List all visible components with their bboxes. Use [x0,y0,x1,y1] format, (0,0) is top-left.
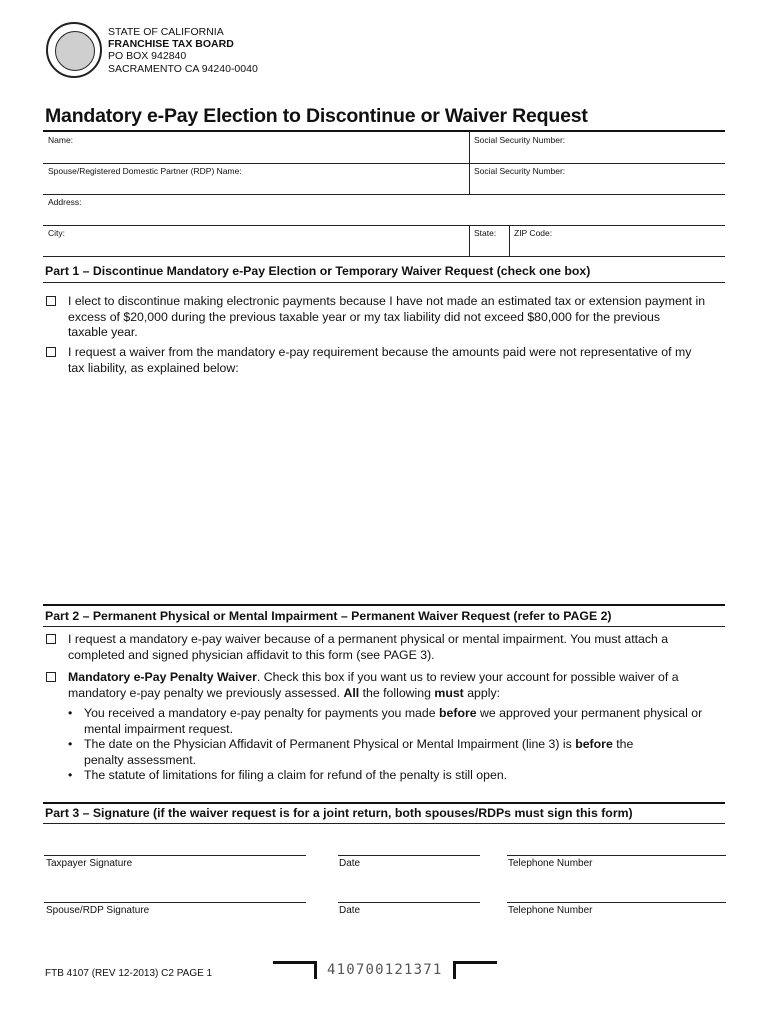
text-span: mandatory e-pay penalty we previously assessed. [68,685,344,700]
state-field[interactable] [470,226,508,256]
text-span: the following [359,685,435,700]
text-line: I request a waiver from the mandatory e-pay requirement because the amounts paid were not representative of my [68,345,692,359]
part2-penalty-waiver-text [68,670,679,701]
divider [43,823,725,824]
penalty-waiver-title: Mandatory e-Pay Penalty Waiver [68,670,257,684]
corner-mark-right [453,961,497,964]
agency-line-state: STATE OF CALIFORNIA [108,26,224,38]
text-span: You received a mandatory e-pay penalty for payments you made [84,706,439,720]
bullet-icon: • [68,706,73,720]
part2-impairment-checkbox[interactable] [46,634,56,644]
agency-line-name: FRANCHISE TAX BOARD [108,38,234,51]
part2-penalty-waiver-checkbox[interactable] [46,672,56,682]
text-span: . Check this box if you want us to review your account for possible waiver of a [256,670,679,684]
text-line: The statute of limitations for filing a claim for refund of the penalty is still open. [84,768,508,782]
phone1-label: Telephone Number [508,858,593,869]
section-rule [43,802,725,804]
date2-label: Date [339,905,361,916]
waiver-explanation-area[interactable] [68,380,724,600]
bullet-icon: • [68,737,73,751]
part2-heading [45,609,612,623]
taxpayer-signature-field[interactable] [44,830,306,854]
text-line [68,686,679,702]
signature-line [44,902,306,903]
part2-number: Part 2 [45,609,80,623]
part1-waiver-checkbox[interactable] [46,347,56,357]
text-line: I request a mandatory e-pay waiver because of a permanent physical or mental impairment. You must attach a [68,632,669,646]
part3-heading [45,806,633,820]
signature-line [507,902,726,903]
text-span: before [439,706,477,720]
date1-label: Date [339,858,361,869]
phone2-label: Telephone Number [508,905,593,916]
zip-label: ZIP Code: [514,228,553,238]
signature-line [44,855,306,856]
text-line: excess of $20,000 during the previous taxable year or my tax liability did not exceed $80,000 for the previous [68,309,660,324]
text-line: tax liability, as explained below: [68,360,239,375]
signature-line [507,855,726,856]
signature-line [338,902,480,903]
ssn-label: Social Security Number: [474,135,566,145]
agency-address [108,26,258,75]
ssn-field[interactable] [470,132,725,162]
agency-line-pobox: PO BOX 942840 [108,50,187,63]
address-label: Address: [48,197,82,207]
part1-discontinue-text [68,294,705,341]
form-id: FTB 4107 (REV 12-2013) C2 PAGE 1 [45,968,213,979]
taxpayer-signature-label: Taxpayer Signature [46,858,133,869]
part2-heading-text: – Permanent Physical or Mental Impairment – Permanent Waiver Request (refer to PAGE 2) [79,609,612,623]
part1-discontinue-checkbox[interactable] [46,296,56,306]
text-line [84,737,633,753]
agency-line-city: SACRAMENTO CA 94240-0040 [108,62,258,75]
address-field[interactable] [44,195,725,225]
bullet-item [68,706,703,737]
divider [43,282,725,283]
text-span: before [575,737,613,751]
bullet-icon: • [68,768,73,782]
text-span: apply: [463,685,501,700]
form-title: Mandatory e-Pay Election to Discontinue or Waiver Request [45,105,588,127]
text-line: completed and signed physician affidavit to this form (see PAGE 3). [68,647,435,662]
text-line [84,706,702,722]
divider [43,256,725,257]
name-label: Name: [48,135,74,145]
date1-field[interactable] [338,830,480,854]
part2-impairment-text [68,632,668,663]
form-barcode-number: 410700121371 [327,962,443,978]
spouse-name-label: Spouse/Registered Domestic Partner (RDP) Name: [48,166,242,176]
part3-number: Part 3 [45,806,80,820]
spouse-name-field[interactable] [44,164,468,194]
text-span: must [434,685,464,700]
text-line: I elect to discontinue making electronic payments because I have not made an estimated tax or extension payment in [68,294,706,308]
text-span: the [612,737,634,751]
spouse-signature-label: Spouse/RDP Signature [46,905,150,916]
part3-heading-text: – Signature (if the waiver request is for a joint return, both spouses/RDPs must sign this form) [79,806,633,820]
text-line: taxable year. [68,325,138,339]
city-label: City: [48,228,65,238]
phone1-field[interactable] [507,830,726,854]
state-seal-logo [46,22,102,78]
date2-field[interactable] [338,877,480,901]
corner-mark-right [453,961,456,979]
city-field[interactable] [44,226,468,256]
corner-mark-left [314,961,317,979]
corner-mark-left [273,961,317,964]
spouse-ssn-label: Social Security Number: [474,166,566,176]
phone2-field[interactable] [507,877,726,901]
part1-heading [45,264,590,278]
text-span: we approved your permanent physical or [476,706,703,720]
bullet-item [68,768,508,784]
bullet-item [68,737,634,768]
text-line: penalty assessment. [84,752,197,767]
text-span: The date on the Physician Affidavit of Permanent Physical or Mental Impairment (line 3) is [84,737,576,751]
part1-number: Part 1 [45,264,80,278]
section-rule [43,604,725,606]
text-line [68,670,679,686]
divider [43,626,725,627]
text-span: All [343,685,360,700]
spouse-signature-field[interactable] [44,877,306,901]
state-label: State: [474,228,497,238]
part1-waiver-text [68,345,691,376]
spouse-ssn-field[interactable] [470,164,725,194]
zip-field[interactable] [510,226,725,256]
part1-heading-text: – Discontinue Mandatory e-Pay Election or Temporary Waiver Request (check one box) [79,264,591,278]
text-line: mental impairment request. [84,721,233,736]
name-field[interactable] [44,132,468,162]
signature-line [338,855,480,856]
